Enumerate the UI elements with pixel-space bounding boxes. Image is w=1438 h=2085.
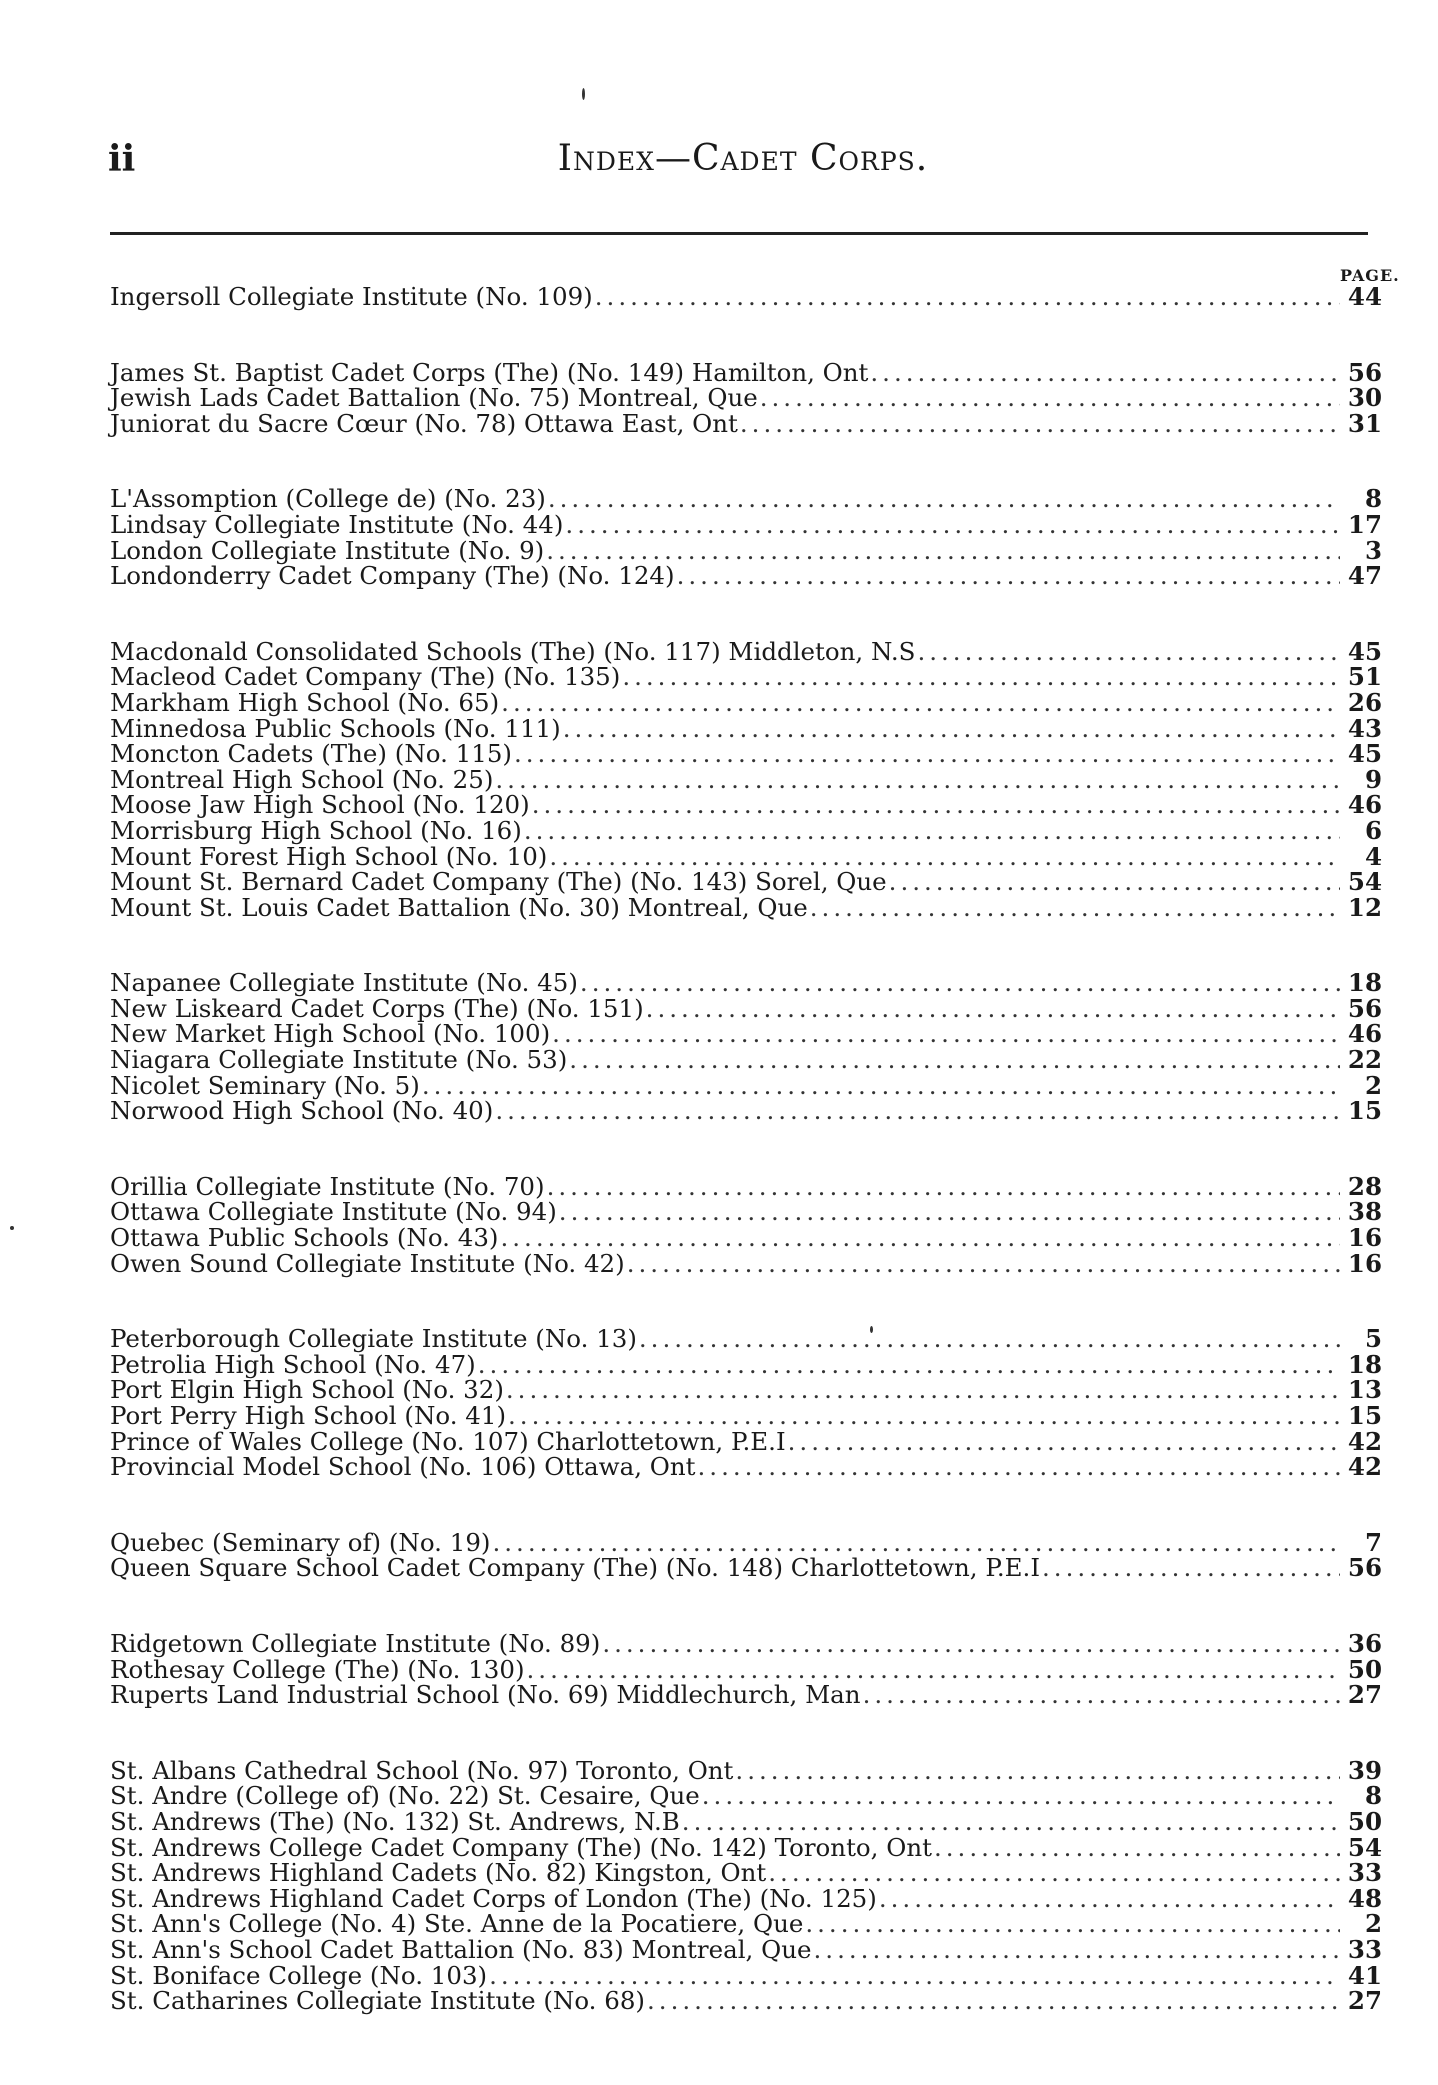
entry-name: Peterborough Collegiate Institute (No. 13) xyxy=(110,1324,637,1354)
index-group xyxy=(110,1755,1382,2016)
index-group xyxy=(110,284,1382,310)
dot-leader xyxy=(501,690,1340,716)
index-entry xyxy=(110,486,1382,512)
entry-name: Ruperts Land Industrial School (No. 69) Middlechurch, Man xyxy=(110,1680,861,1710)
entry-page: 33 xyxy=(1347,1858,1382,1888)
entry-page: 50 xyxy=(1347,1806,1382,1836)
entry-page: 12 xyxy=(1347,892,1382,922)
index-entry xyxy=(110,1403,1382,1429)
entry-page: 16 xyxy=(1347,1223,1382,1253)
index-entry xyxy=(110,815,1382,845)
entry-name: Port Elgin High School (No. 32) xyxy=(110,1375,504,1405)
entry-page: 33 xyxy=(1347,1934,1382,1964)
index-entry xyxy=(110,636,1382,666)
entry-page: 50 xyxy=(1347,1654,1382,1684)
dot-leader xyxy=(548,486,1340,512)
entry-name: Jewish Lads Cadet Battalion (No. 75) Montreal, Que xyxy=(110,383,758,413)
index-entry xyxy=(110,1098,1382,1124)
page-header xyxy=(108,138,1378,188)
entry-page: 3 xyxy=(1364,535,1382,565)
entry-name: New Liskeard Cadet Corps (The) (No. 151) xyxy=(110,993,644,1023)
entry-page: 7 xyxy=(1364,1527,1382,1557)
dot-leader xyxy=(889,869,1340,895)
entry-name: St. Boniface College (No. 103) xyxy=(110,1960,488,1990)
entry-name: Mount St. Bernard Cadet Company (The) (No. 143) Sorel, Que xyxy=(110,867,887,897)
page-number: ii xyxy=(108,138,136,180)
dot-leader xyxy=(814,1937,1341,1963)
entry-name: Minnedosa Public Schools (No. 111) xyxy=(110,713,561,743)
entry-page: 41 xyxy=(1347,1960,1382,1990)
index-entry xyxy=(110,687,1382,717)
entry-name: Napanee Collegiate Institute (No. 45) xyxy=(110,968,578,998)
entry-page: 54 xyxy=(1347,1832,1382,1862)
entry-name: Morrisburg High School (No. 16) xyxy=(110,815,522,845)
entry-name: Nicolet Seminary (No. 5) xyxy=(110,1070,420,1100)
entry-name: Macdonald Consolidated Schools (The) (No. 117) Middleton, N.S xyxy=(110,636,916,666)
entry-page: 56 xyxy=(1347,993,1382,1023)
index-group xyxy=(110,1326,1382,1480)
entry-name: Mount Forest High School (No. 10) xyxy=(110,841,548,871)
index-entry xyxy=(110,1783,1382,1809)
dot-leader xyxy=(546,538,1340,564)
entry-name: Owen Sound Collegiate Institute (No. 42) xyxy=(110,1248,625,1278)
entry-name: St. Andrews (The) (No. 132) St. Andrews, N.B xyxy=(110,1806,680,1836)
entry-page: 45 xyxy=(1347,739,1382,769)
dot-leader xyxy=(524,818,1340,844)
index-entry xyxy=(110,1349,1382,1379)
entry-name: Markham High School (No. 65) xyxy=(110,687,500,717)
dot-leader xyxy=(698,1454,1341,1480)
index-entry xyxy=(110,1806,1382,1836)
dot-leader xyxy=(547,1174,1340,1200)
index-entry xyxy=(110,1248,1382,1278)
dot-leader xyxy=(495,767,1340,793)
entry-name: Ottawa Public Schools (No. 43) xyxy=(110,1223,499,1253)
dot-leader xyxy=(478,1352,1340,1378)
page-column-heading: PAGE. xyxy=(1340,266,1400,285)
index-entry xyxy=(110,1199,1382,1225)
dot-leader xyxy=(580,970,1340,996)
index-entry xyxy=(110,664,1382,690)
entry-page: 43 xyxy=(1347,713,1382,743)
entry-page: 8 xyxy=(1364,484,1382,514)
entry-name: Moose Jaw High School (No. 120) xyxy=(110,790,530,820)
index-group xyxy=(110,636,1382,922)
entry-page: 4 xyxy=(1364,841,1382,871)
index-entry xyxy=(110,385,1382,411)
entry-name: Port Perry High School (No. 41) xyxy=(110,1401,507,1430)
entry-name: Niagara Collegiate Institute (No. 53) xyxy=(110,1045,568,1075)
dot-leader xyxy=(646,996,1340,1022)
entry-name: St. Andre (College of) (No. 22) St. Cesaire, Que xyxy=(110,1781,700,1811)
dot-leader xyxy=(508,1403,1340,1429)
index-entry xyxy=(110,841,1382,871)
entry-name: Petrolia High School (No. 47) xyxy=(110,1349,476,1379)
entry-page: 22 xyxy=(1347,1045,1382,1075)
entry-name: Londonderry Cadet Company (The) (No. 124) xyxy=(110,561,675,591)
index-entry xyxy=(110,1654,1382,1684)
dot-leader xyxy=(740,411,1340,437)
entry-name: Quebec (Seminary of) (No. 19) xyxy=(110,1527,491,1557)
index-entry xyxy=(110,713,1382,743)
index-entry xyxy=(110,1555,1382,1581)
index-entry xyxy=(110,1225,1382,1251)
entry-page: 2 xyxy=(1364,1909,1382,1939)
entry-name: St. Andrews College Cadet Company (The) (No. 142) Toronto, Ont xyxy=(110,1832,932,1862)
dot-leader xyxy=(559,1199,1340,1225)
dot-leader xyxy=(879,1886,1340,1912)
index-entry xyxy=(110,1960,1382,1990)
entry-page: 27 xyxy=(1347,1986,1382,2016)
entry-name: St. Andrews Highland Cadets (No. 82) Kingston, Ont xyxy=(110,1858,767,1888)
entry-name: London Collegiate Institute (No. 9) xyxy=(110,535,545,565)
entry-name: James St. Baptist Cadet Corps (The) (No. 149) Hamilton, Ont xyxy=(110,357,869,387)
entry-page: 47 xyxy=(1347,561,1382,591)
dot-leader xyxy=(514,741,1340,767)
index-entry xyxy=(110,1326,1382,1352)
dot-leader xyxy=(810,895,1340,921)
entry-page: 38 xyxy=(1347,1197,1382,1227)
entry-name: Provincial Model School (No. 106) Ottawa, Ont xyxy=(110,1452,696,1482)
dot-leader xyxy=(788,1429,1340,1455)
entry-page: 48 xyxy=(1347,1883,1382,1913)
index-entry xyxy=(110,1755,1382,1785)
entry-name: Juniorat du Sacre Cœur (No. 78) Ottawa East, Ont xyxy=(110,408,738,438)
dot-leader xyxy=(917,639,1340,665)
header-rule xyxy=(110,232,1368,235)
entry-page: 15 xyxy=(1347,1401,1382,1430)
index-entry xyxy=(110,1832,1382,1862)
index-list xyxy=(110,284,1382,2064)
entry-page: 2 xyxy=(1364,1070,1382,1100)
entry-name: Montreal High School (No. 25) xyxy=(110,764,494,794)
entry-name: Mount St. Louis Cadet Battalion (No. 30) Montreal, Que xyxy=(110,892,808,922)
index-entry xyxy=(110,1527,1382,1557)
entry-name: St. Ann's School Cadet Battalion (No. 83) Montreal, Que xyxy=(110,1934,812,1964)
dot-leader xyxy=(552,1021,1340,1047)
entry-page: 56 xyxy=(1347,1553,1382,1583)
entry-name: St. Andrews Highland Cadet Corps of London (The) (No. 125) xyxy=(110,1883,877,1913)
index-entry xyxy=(110,1021,1382,1047)
entry-name: St. Catharines Collegiate Institute (No. 68) xyxy=(110,1986,645,2016)
entry-name: Ridgetown Collegiate Institute (No. 89) xyxy=(110,1628,601,1658)
entry-page: 42 xyxy=(1347,1426,1382,1456)
dot-leader xyxy=(639,1326,1340,1352)
entry-name: Rothesay College (The) (No. 130) xyxy=(110,1654,525,1684)
index-group xyxy=(110,484,1382,591)
index-entry xyxy=(110,563,1382,589)
entry-name: Ottawa Collegiate Institute (No. 94) xyxy=(110,1197,557,1227)
index-entry xyxy=(110,1377,1382,1403)
entry-name: Norwood High School (No. 40) xyxy=(110,1096,494,1126)
index-entry xyxy=(110,1171,1382,1201)
dot-leader xyxy=(870,360,1340,386)
dot-leader xyxy=(563,716,1340,742)
index-entry xyxy=(110,408,1382,438)
dot-leader xyxy=(682,1809,1340,1835)
index-entry xyxy=(110,1047,1382,1073)
index-entry xyxy=(110,509,1382,539)
entry-name: Lindsay Collegiate Institute (No. 44) xyxy=(110,509,564,539)
dot-leader xyxy=(489,1963,1340,1989)
index-entry xyxy=(110,1911,1382,1937)
entry-page: 36 xyxy=(1347,1628,1382,1658)
index-entry xyxy=(110,1426,1382,1456)
entry-page: 5 xyxy=(1364,1324,1382,1354)
dot-leader xyxy=(768,1860,1340,1886)
dot-leader xyxy=(934,1835,1340,1861)
entry-name: Prince of Wales College (No. 107) Charlottetown, P.E.I xyxy=(110,1426,786,1456)
entry-page: 8 xyxy=(1364,1781,1382,1811)
dot-leader xyxy=(760,385,1340,411)
entry-page: 54 xyxy=(1347,867,1382,897)
index-entry xyxy=(110,1934,1382,1964)
index-group xyxy=(110,1527,1382,1583)
entry-page: 15 xyxy=(1347,1096,1382,1126)
entry-page: 45 xyxy=(1347,636,1382,666)
dot-leader xyxy=(735,1758,1340,1784)
entry-page: 42 xyxy=(1347,1452,1382,1482)
dot-leader xyxy=(565,512,1340,538)
index-entry xyxy=(110,284,1382,310)
entry-name: St. Albans Cathedral School (No. 97) Toronto, Ont xyxy=(110,1755,734,1785)
entry-name: Ingersoll Collegiate Institute (No. 109) xyxy=(110,282,593,311)
page-title: Index—Cadet Corps. xyxy=(557,138,929,179)
entry-name: Orillia Collegiate Institute (No. 70) xyxy=(110,1171,545,1201)
dot-leader xyxy=(527,1657,1340,1683)
entry-name: Queen Square School Cadet Company (The) (No. 148) Charlottetown, P.E.I xyxy=(110,1553,1041,1583)
entry-name: Macleod Cadet Company (The) (No. 135) xyxy=(110,662,621,692)
entry-page: 17 xyxy=(1347,509,1382,539)
dot-leader xyxy=(532,792,1340,818)
index-group xyxy=(110,1171,1382,1278)
index-entry xyxy=(110,1860,1382,1886)
dot-leader xyxy=(647,1988,1340,2014)
entry-name: St. Ann's College (No. 4) Ste. Anne de la Pocatiere, Que xyxy=(110,1909,804,1939)
entry-page: 6 xyxy=(1364,815,1382,845)
entry-page: 9 xyxy=(1364,764,1382,794)
entry-page: 56 xyxy=(1347,357,1382,387)
entry-page: 46 xyxy=(1347,790,1382,820)
entry-page: 28 xyxy=(1347,1171,1382,1201)
entry-page: 13 xyxy=(1347,1375,1382,1405)
dot-leader xyxy=(863,1682,1340,1708)
index-entry xyxy=(110,993,1382,1023)
dot-leader xyxy=(492,1530,1340,1556)
index-entry xyxy=(110,1682,1382,1708)
entry-name: L'Assomption (College de) (No. 23) xyxy=(110,484,546,514)
index-entry xyxy=(110,764,1382,794)
dot-leader xyxy=(702,1783,1340,1809)
index-entry xyxy=(110,792,1382,818)
dot-leader xyxy=(1042,1555,1340,1581)
dot-leader xyxy=(569,1047,1340,1073)
dot-leader xyxy=(506,1377,1340,1403)
index-group xyxy=(110,970,1382,1124)
index-entry xyxy=(110,869,1382,895)
index-entry xyxy=(110,1454,1382,1480)
entry-page: 51 xyxy=(1347,662,1382,692)
index-entry xyxy=(110,1988,1382,2014)
index-entry xyxy=(110,535,1382,565)
index-entry xyxy=(110,1070,1382,1100)
entry-page: 30 xyxy=(1347,383,1382,413)
dot-leader xyxy=(627,1251,1340,1277)
entry-page: 18 xyxy=(1347,968,1382,998)
dot-leader xyxy=(495,1098,1340,1124)
dot-leader xyxy=(677,563,1340,589)
entry-name: Moncton Cadets (The) (No. 115) xyxy=(110,739,512,769)
entry-page: 16 xyxy=(1347,1248,1382,1278)
dot-leader xyxy=(422,1073,1340,1099)
dot-leader xyxy=(500,1225,1340,1251)
entry-page: 39 xyxy=(1347,1755,1382,1785)
index-entry xyxy=(110,357,1382,387)
entry-page: 31 xyxy=(1347,408,1382,438)
dot-leader xyxy=(805,1911,1340,1937)
index-entry xyxy=(110,970,1382,996)
entry-page: 27 xyxy=(1347,1680,1382,1710)
entry-page: 46 xyxy=(1347,1019,1382,1049)
index-entry xyxy=(110,741,1382,767)
entry-page: 26 xyxy=(1347,687,1382,717)
index-entry xyxy=(110,1883,1382,1913)
dot-leader xyxy=(549,844,1340,870)
dot-leader xyxy=(602,1631,1340,1657)
entry-name: New Market High School (No. 100) xyxy=(110,1019,551,1049)
entry-page: 44 xyxy=(1347,282,1382,311)
dot-leader xyxy=(595,284,1340,310)
index-group xyxy=(110,357,1382,438)
index-entry xyxy=(110,1628,1382,1658)
entry-page: 18 xyxy=(1347,1349,1382,1379)
index-group xyxy=(110,1628,1382,1710)
dot-leader xyxy=(622,664,1340,690)
index-entry xyxy=(110,892,1382,922)
